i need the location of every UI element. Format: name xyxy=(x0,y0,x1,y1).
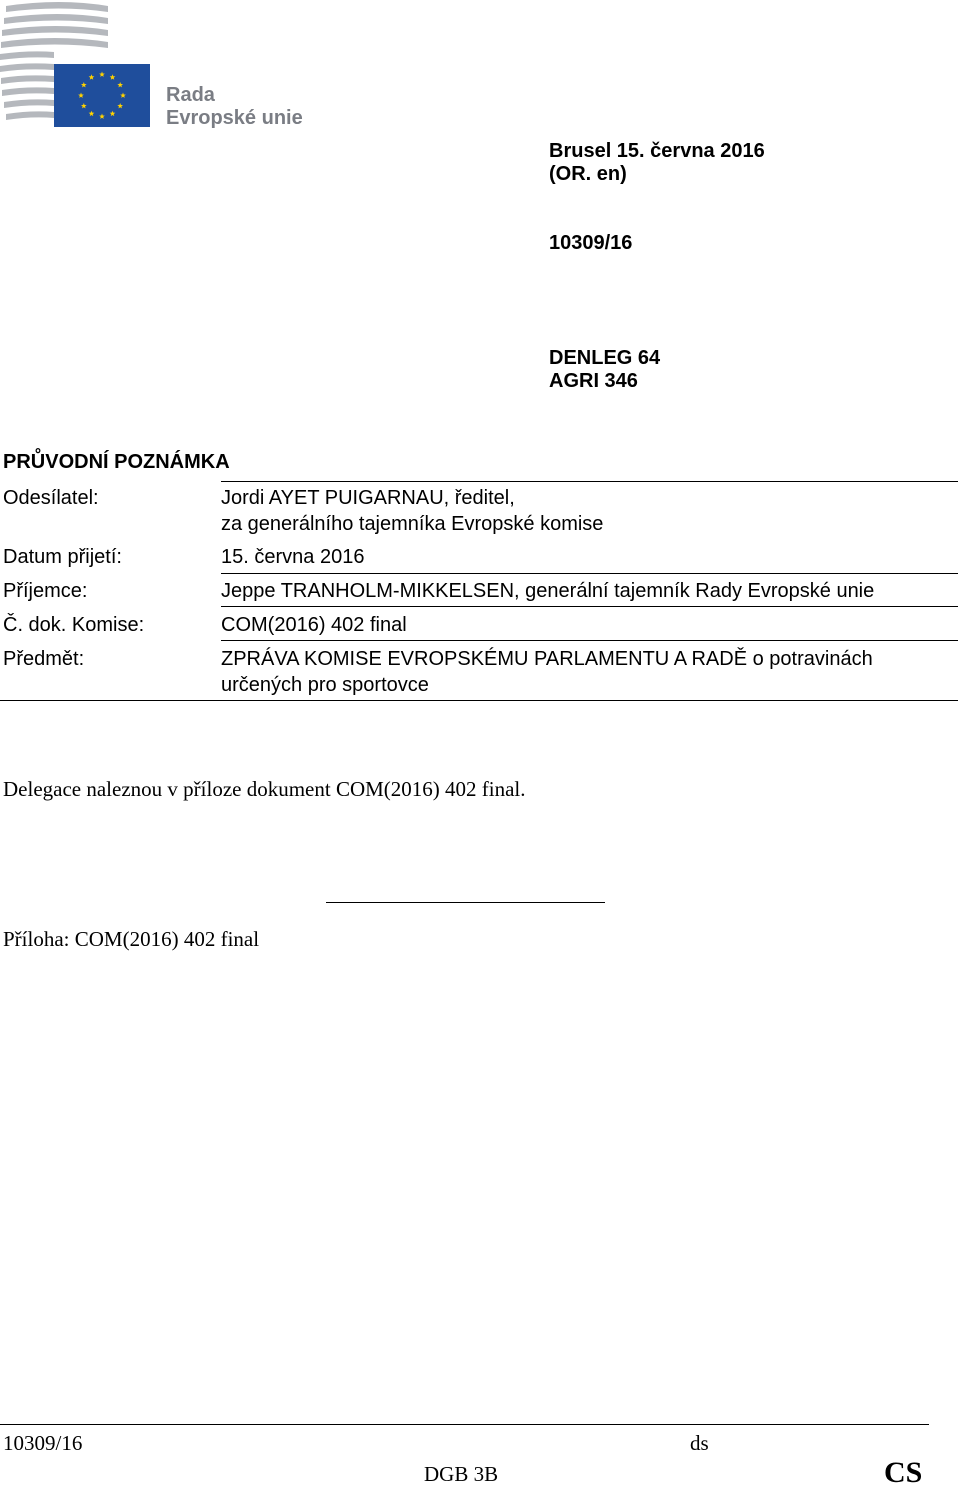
original-language: (OR. en) xyxy=(549,163,627,185)
recipient-label: Příjemce: xyxy=(3,580,88,602)
subject-line2: určených pro sportovce xyxy=(221,674,429,696)
footer-department: DGB 3B xyxy=(424,1462,499,1486)
rule-top xyxy=(221,481,958,482)
place-date: Brusel 15. června 2016 xyxy=(549,140,765,162)
logo-text xyxy=(166,84,303,130)
subject-line1: ZPRÁVA KOMISE EVROPSKÉMU PARLAMENTU A RADĚ o potravinách xyxy=(221,648,873,670)
rule-subject xyxy=(221,640,958,641)
separator-line xyxy=(326,902,605,903)
rule-comdoc xyxy=(221,606,958,607)
document-title: PRŮVODNÍ POZNÁMKA xyxy=(3,451,230,473)
code-agri: AGRI 346 xyxy=(549,370,638,392)
code-denleg: DENLEG 64 xyxy=(549,347,661,369)
rule-bottom xyxy=(0,700,958,701)
body-text: Delegace naleznou v příloze dokument COM(2016) 402 final. xyxy=(3,777,526,801)
footer-rule xyxy=(0,1424,929,1425)
sender-label: Odesílatel: xyxy=(3,487,99,509)
logo-line2: Evropské unie xyxy=(166,107,303,129)
date-label: Datum přijetí: xyxy=(3,546,122,568)
doc-number: 10309/16 xyxy=(549,232,633,254)
date-value: 15. června 2016 xyxy=(221,546,365,568)
attachment-note: Příloha: COM(2016) 402 final xyxy=(3,927,260,951)
logo-line1: Rada xyxy=(166,84,215,106)
comdoc-value: COM(2016) 402 final xyxy=(221,614,407,636)
footer-doc-number: 10309/16 xyxy=(3,1431,83,1455)
sender-line2: za generálního tajemníka Evropské komise xyxy=(221,513,604,535)
subject-label: Předmět: xyxy=(3,648,85,670)
footer-initials: ds xyxy=(690,1431,709,1455)
comdoc-label: Č. dok. Komise: xyxy=(3,614,145,636)
sender-line1: Jordi AYET PUIGARNAU, ředitel, xyxy=(221,487,515,509)
recipient-value: Jeppe TRANHOLM-MIKKELSEN, generální tajemník Rady Evropské unie xyxy=(221,580,875,602)
rule-recipient xyxy=(221,573,958,574)
footer-language: CS xyxy=(884,1456,923,1489)
